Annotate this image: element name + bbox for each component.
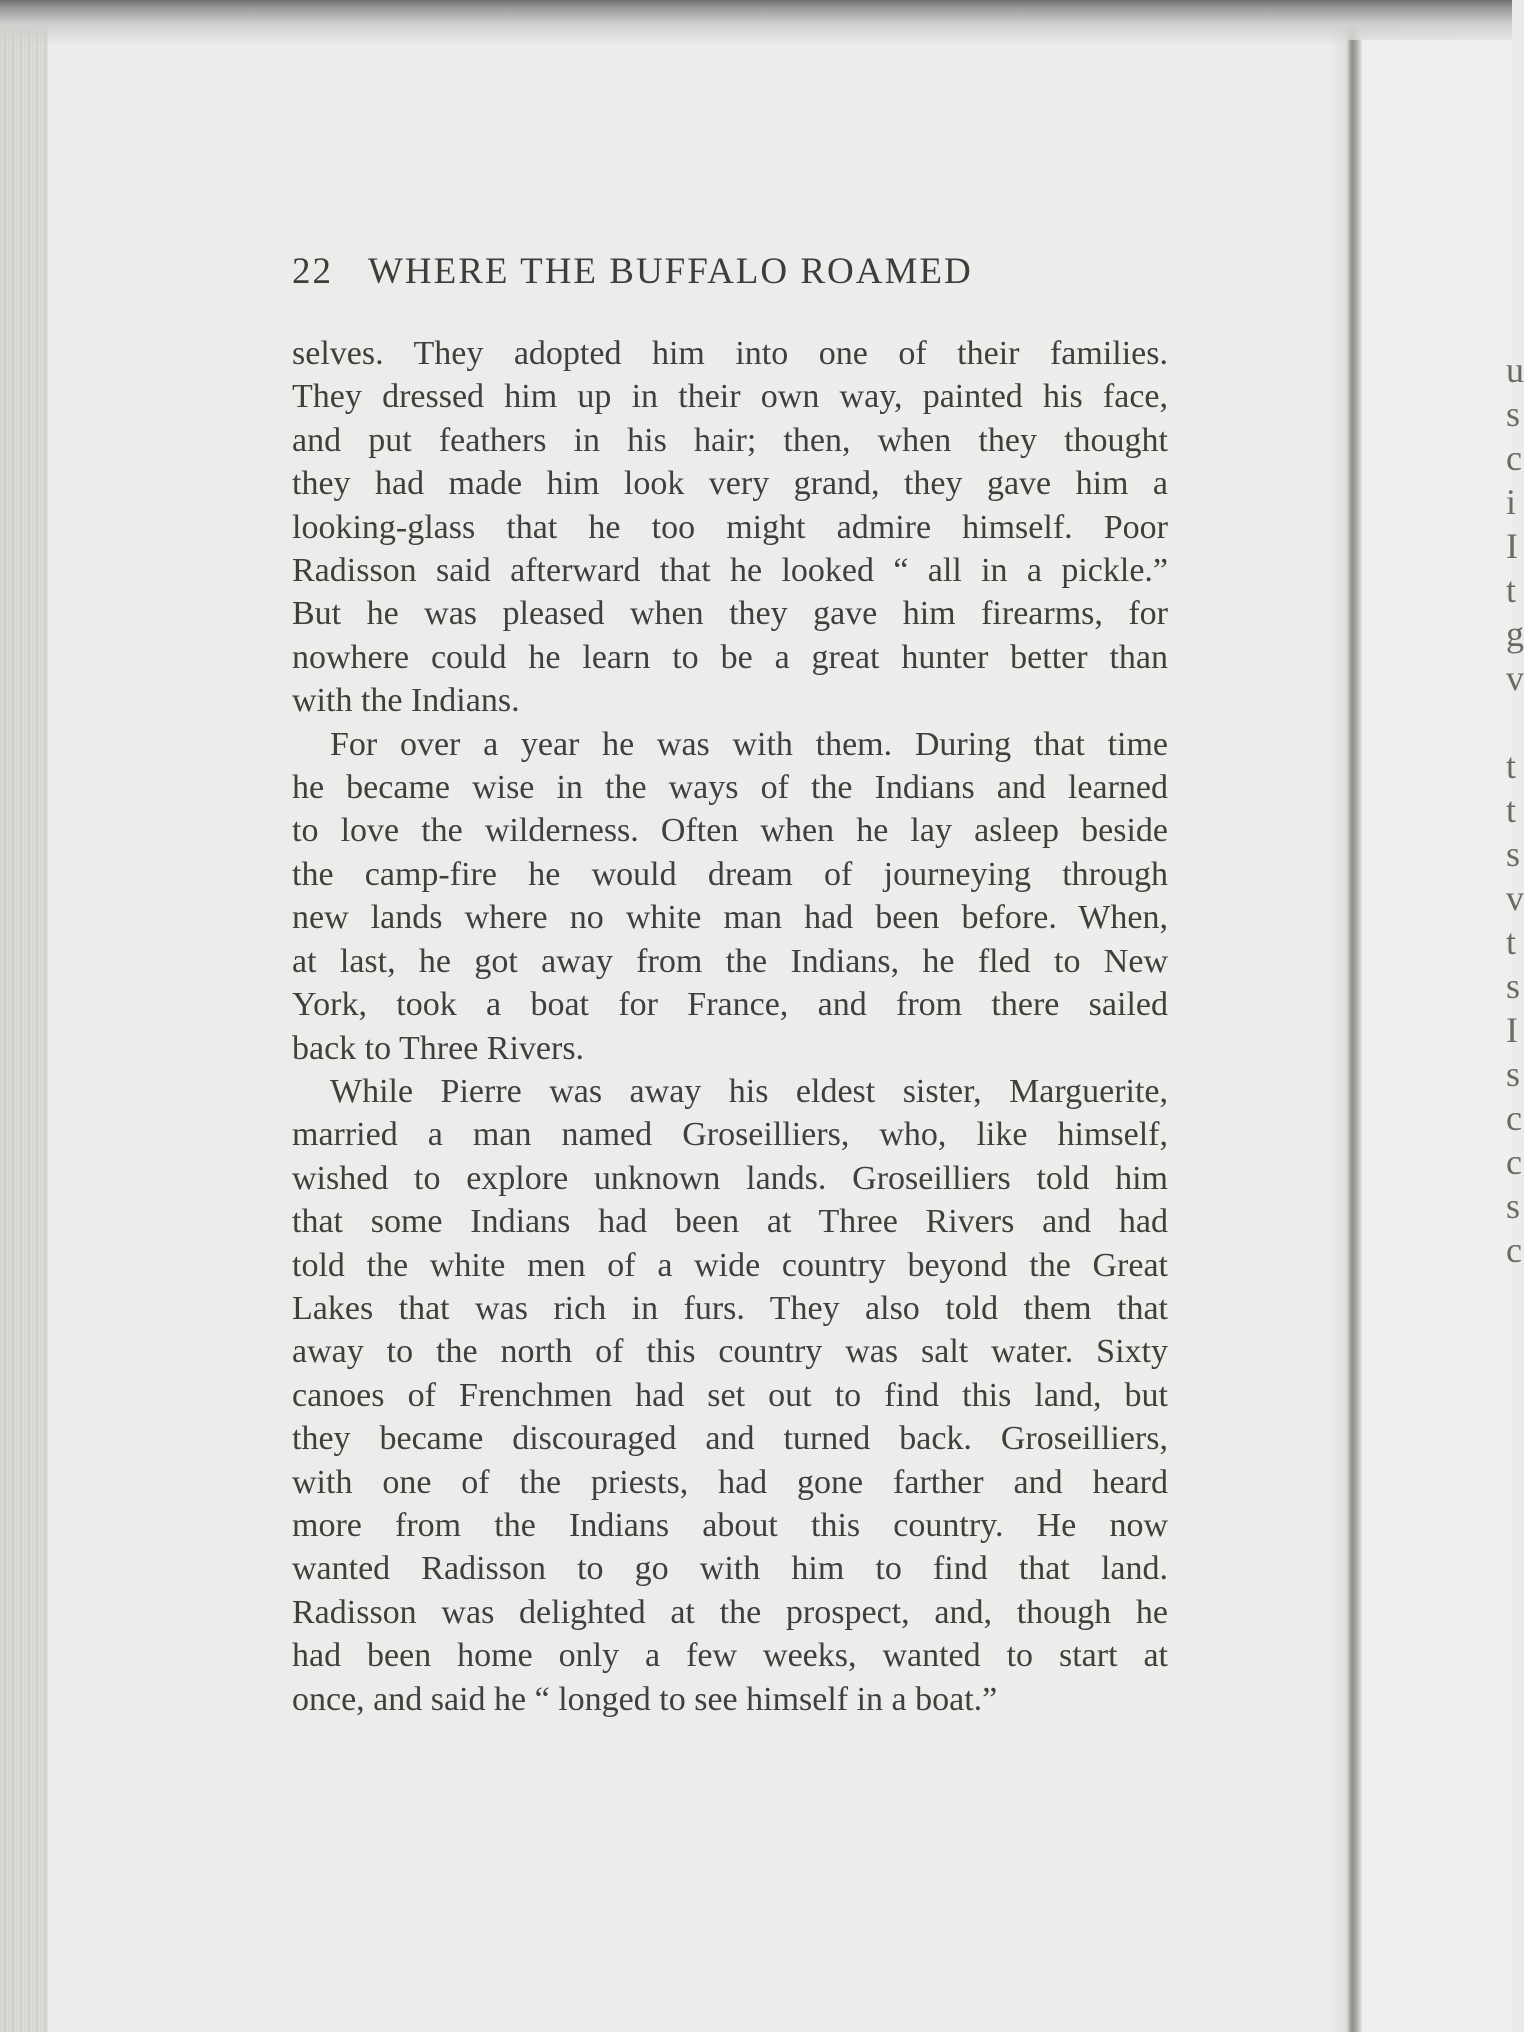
text-line: new lands where no white man had been before. When, xyxy=(292,899,1168,937)
text-line: back to Three Rivers. xyxy=(292,1029,585,1067)
text-line: York, took a boat for France, and from there sailed xyxy=(292,986,1168,1024)
text-line: wanted Radisson to go with him to find that land. xyxy=(292,1550,1168,1588)
text-line: that some Indians had been at Three Rivers and had xyxy=(292,1203,1168,1241)
facing-page-letter: I xyxy=(1506,1010,1518,1050)
text-line: with the Indians. xyxy=(292,682,520,720)
text-line: they became discouraged and turned back. Groseilliers, xyxy=(292,1420,1168,1458)
text-line: looking-glass that he too might admire himself. Poor xyxy=(292,508,1168,546)
facing-page-letter: s xyxy=(1506,1054,1521,1094)
text-line: and put feathers in his hair; then, when they thought xyxy=(292,421,1168,459)
text-line: to love the wilderness. Often when he lay asleep beside xyxy=(292,812,1168,850)
text-line: he became wise in the ways of the Indians and learned xyxy=(292,769,1168,807)
facing-page-letter: c xyxy=(1506,438,1522,478)
page-stack-edge xyxy=(0,0,48,2032)
text-line: While Pierre was away his eldest sister, Marguerite, xyxy=(330,1072,1168,1110)
book-gutter xyxy=(1346,40,1362,2032)
text-line: For over a year he was with them. During that time xyxy=(330,725,1168,763)
left-page xyxy=(48,40,1346,2032)
text-line: married a man named Groseilliers, who, like himself, xyxy=(292,1116,1168,1154)
facing-page-letter: c xyxy=(1506,1098,1522,1138)
text-line: more from the Indians about this country. He now xyxy=(292,1506,1168,1544)
text-line: had been home only a few weeks, wanted to start at xyxy=(292,1637,1168,1675)
text-line: They dressed him up in their own way, painted his face, xyxy=(292,378,1168,416)
text-line: once, and said he “ longed to see himself in a boat.” xyxy=(292,1680,998,1718)
facing-page-letter: t xyxy=(1506,570,1517,610)
body-text xyxy=(292,332,1168,1721)
facing-page-letter: t xyxy=(1506,790,1517,830)
facing-page-letter: s xyxy=(1506,834,1521,874)
facing-page-letter: I xyxy=(1506,526,1518,566)
facing-page-letter: t xyxy=(1506,922,1517,962)
facing-page-letter: t xyxy=(1506,746,1517,786)
text-line: Radisson said afterward that he looked “ all in a pickle.” xyxy=(292,552,1168,590)
running-head xyxy=(292,250,1112,293)
facing-page-letter: i xyxy=(1506,482,1517,522)
text-line: canoes of Frenchmen had set out to find this land, but xyxy=(292,1376,1168,1414)
text-line: selves. They adopted him into one of their families. xyxy=(292,335,1168,372)
facing-page-letter: v xyxy=(1506,878,1524,918)
facing-page-edge xyxy=(1362,40,1524,2032)
text-line: away to the north of this country was salt water. Sixty xyxy=(292,1333,1168,1371)
facing-page-letter: s xyxy=(1506,394,1521,434)
page-number: 22 xyxy=(292,251,333,292)
facing-page-letter: v xyxy=(1506,658,1524,698)
facing-page-letter: c xyxy=(1506,1142,1522,1182)
facing-page-letter: c xyxy=(1506,1230,1522,1270)
text-line: with one of the priests, had gone farther and heard xyxy=(292,1463,1168,1501)
text-line: wished to explore unknown lands. Groseilliers told him xyxy=(292,1159,1168,1197)
facing-page-letter: g xyxy=(1506,614,1524,654)
facing-page-letter: s xyxy=(1506,966,1521,1006)
text-line: the camp-fire he would dream of journeying through xyxy=(292,855,1168,893)
text-line: told the white men of a wide country beyond the Great xyxy=(292,1246,1168,1284)
text-line: Radisson was delighted at the prospect, and, though he xyxy=(292,1593,1168,1631)
facing-page-letter: u xyxy=(1506,350,1524,390)
facing-page-letter: s xyxy=(1506,1186,1521,1226)
text-line: nowhere could he learn to be a great hunter better than xyxy=(292,638,1168,676)
text-line: But he was pleased when they gave him firearms, for xyxy=(292,595,1168,633)
text-line: they had made him look very grand, they gave him a xyxy=(292,465,1168,503)
text-line: at last, he got away from the Indians, he fled to New xyxy=(292,942,1168,980)
running-head-title: WHERE THE BUFFALO ROAMED xyxy=(368,251,973,292)
text-line: Lakes that was rich in furs. They also told them that xyxy=(292,1289,1168,1327)
